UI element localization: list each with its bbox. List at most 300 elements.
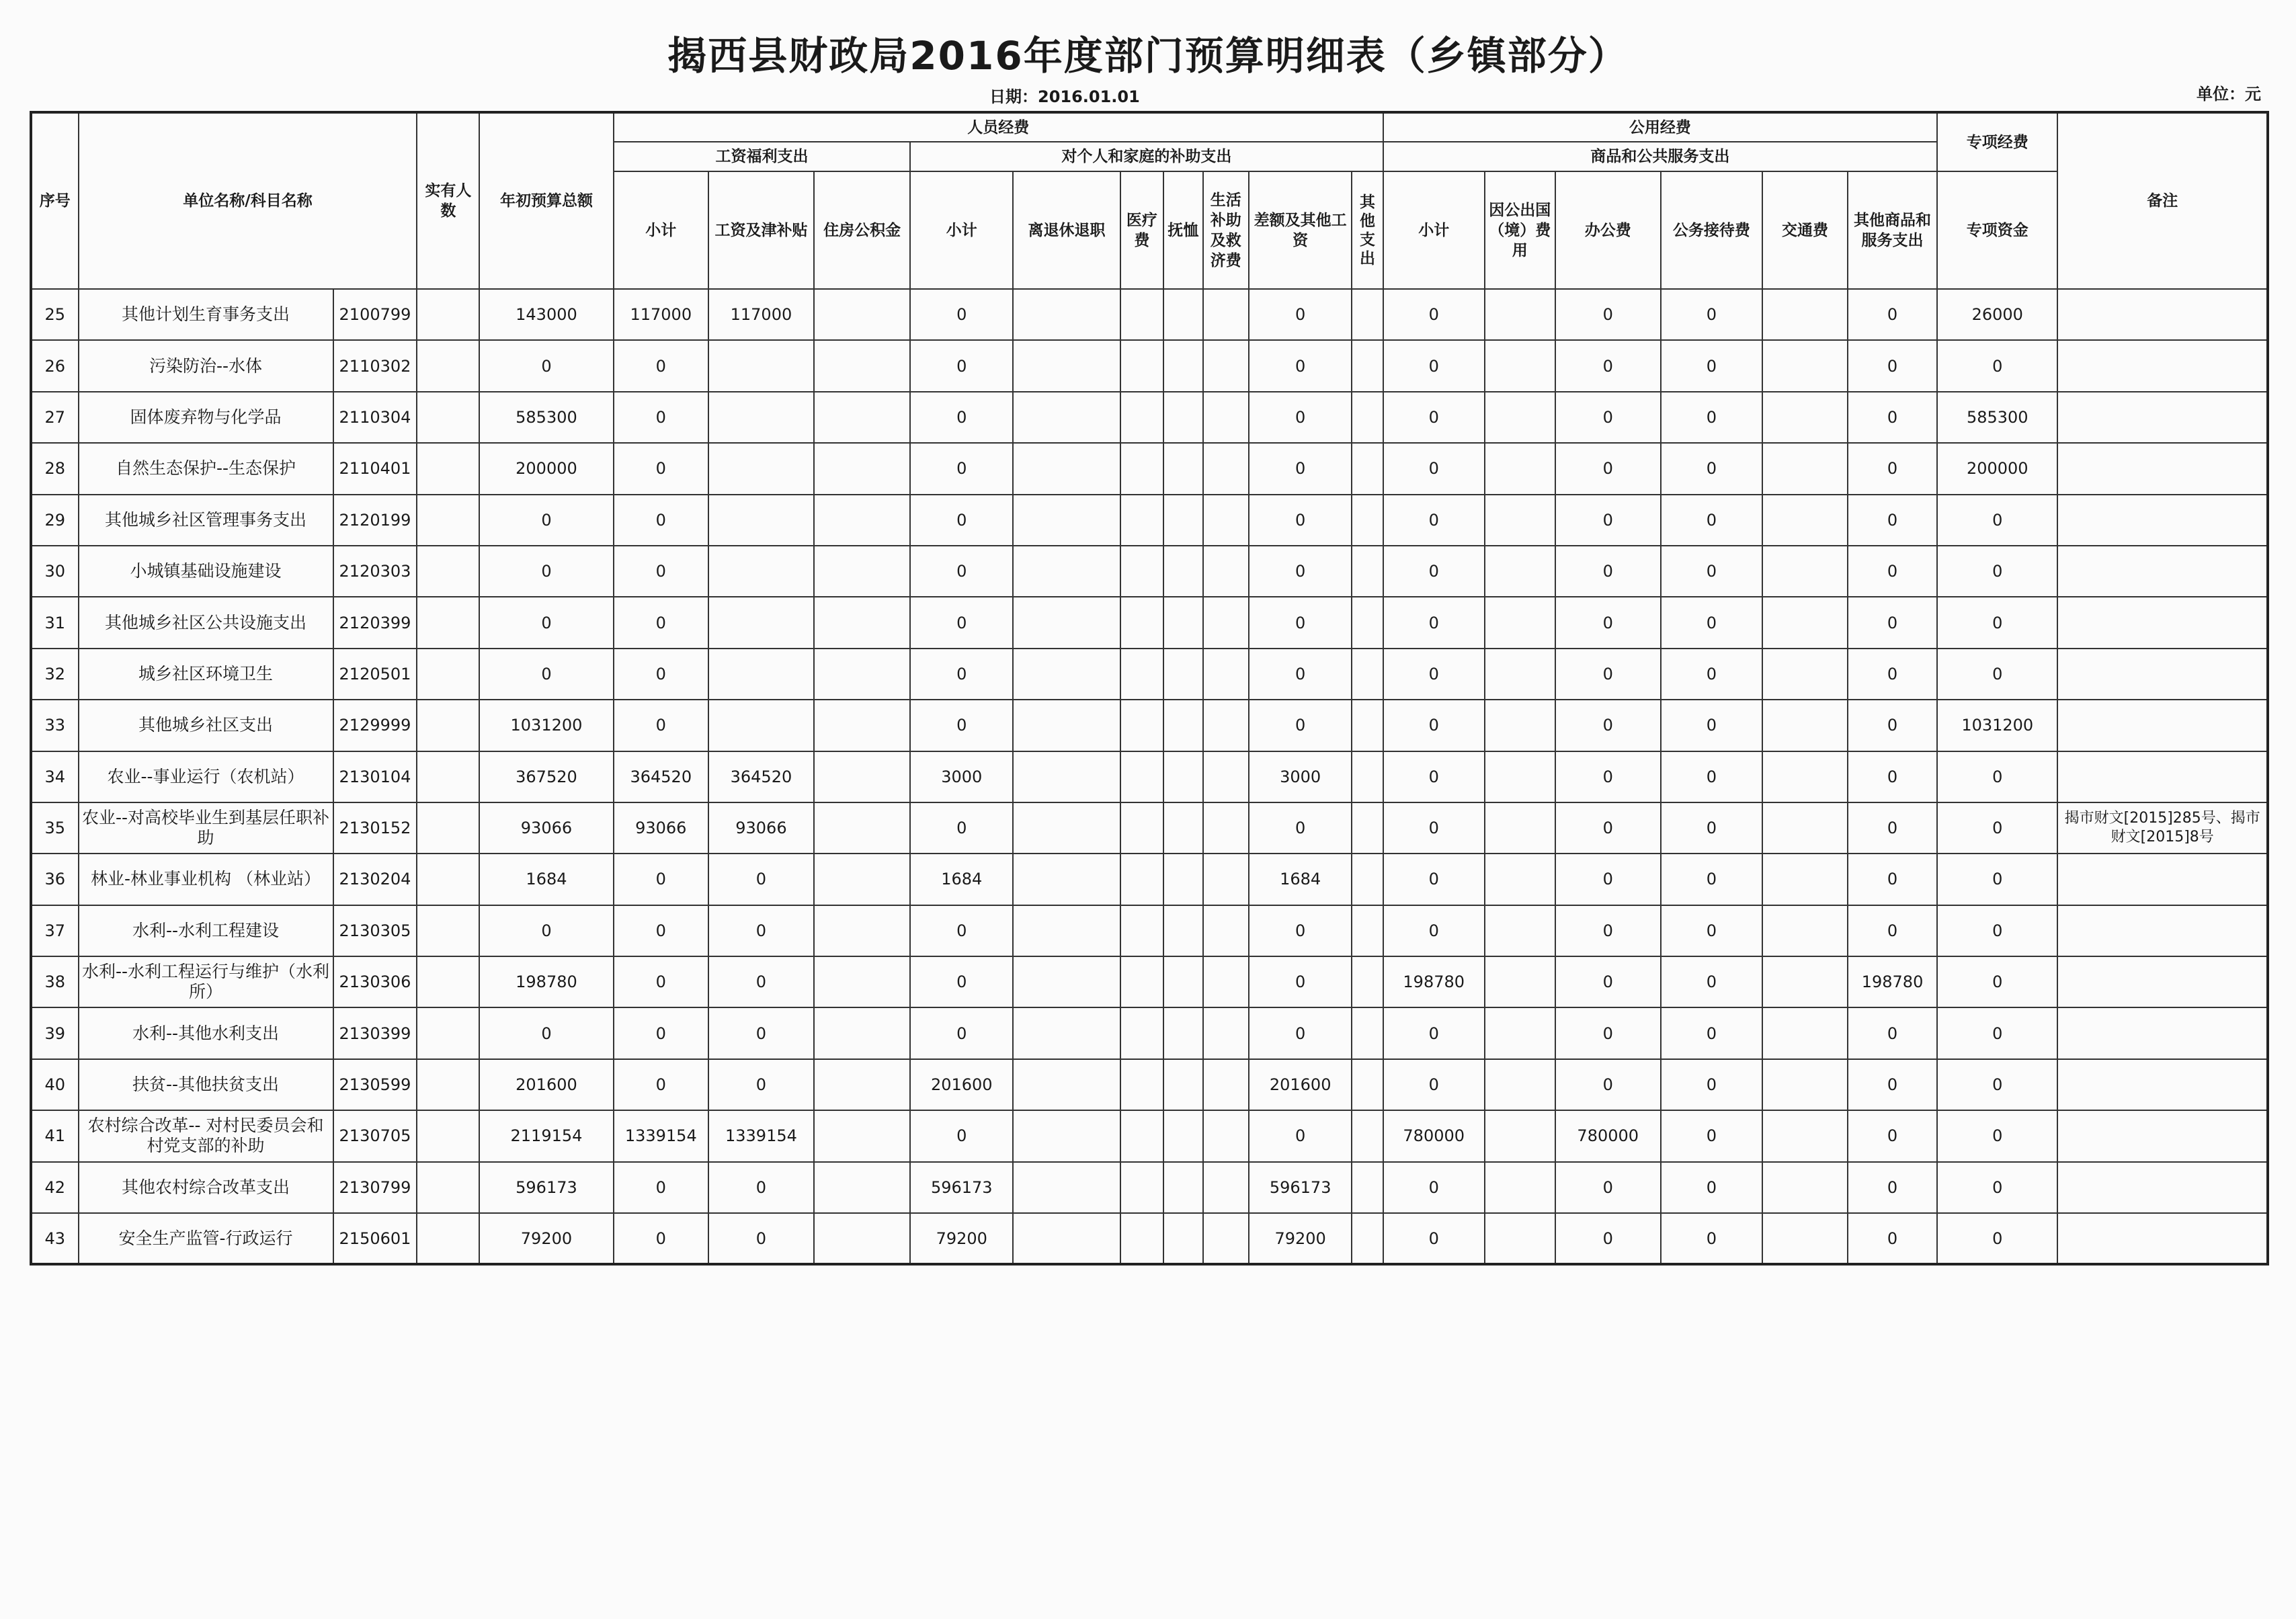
row-staff	[417, 751, 479, 802]
row-cell-12: 0	[1555, 1213, 1661, 1264]
row-cell-0: 0	[614, 1162, 708, 1213]
row-cell-14	[1762, 392, 1848, 443]
row-cell-1: 93066	[708, 802, 814, 854]
row-name: 农村综合改革-- 对村民委员会和村党支部的补助	[79, 1110, 333, 1161]
row-cell-4	[1013, 1162, 1120, 1213]
table-row	[31, 1162, 2268, 1213]
row-cell-5	[1120, 854, 1164, 905]
row-code: 2120399	[333, 597, 417, 648]
row-cell-3: 0	[910, 802, 1013, 854]
row-cell-1	[708, 546, 814, 597]
table-row	[31, 956, 2268, 1007]
row-name: 其他城乡社区管理事务支出	[79, 495, 333, 546]
row-name: 污染防治--水体	[79, 340, 333, 391]
row-cell-14	[1762, 649, 1848, 700]
row-cell-4	[1013, 1007, 1120, 1058]
row-cell-2	[814, 340, 910, 391]
row-code: 2120199	[333, 495, 417, 546]
report-date: 日期：2016.01.01	[989, 87, 1140, 106]
row-cell-8: 0	[1249, 392, 1352, 443]
row-cell-5	[1120, 905, 1164, 956]
row-cell-16: 26000	[1937, 289, 2057, 340]
header-col-6: 抚恤	[1163, 171, 1202, 289]
row-name: 小城镇基础设施建设	[79, 546, 333, 597]
row-cell-15: 0	[1848, 443, 1937, 494]
row-total: 2119154	[479, 1110, 614, 1161]
row-cell-12: 0	[1555, 956, 1661, 1007]
row-cell-9	[1352, 1162, 1383, 1213]
row-seq: 38	[31, 956, 79, 1007]
row-cell-9	[1352, 546, 1383, 597]
row-code: 2130799	[333, 1162, 417, 1213]
row-cell-6	[1163, 854, 1202, 905]
row-cell-8: 0	[1249, 802, 1352, 854]
row-cell-14	[1762, 495, 1848, 546]
table-row	[31, 649, 2268, 700]
row-note	[2057, 443, 2268, 494]
row-seq: 35	[31, 802, 79, 854]
row-total: 0	[479, 546, 614, 597]
row-cell-0: 1339154	[614, 1110, 708, 1161]
row-cell-10: 0	[1383, 392, 1485, 443]
row-name: 农业--事业运行（农机站）	[79, 751, 333, 802]
row-cell-11	[1485, 956, 1555, 1007]
row-cell-16: 1031200	[1937, 700, 2057, 751]
header-col-2: 住房公积金	[814, 171, 910, 289]
row-cell-3: 0	[910, 700, 1013, 751]
row-cell-9	[1352, 340, 1383, 391]
row-total: 367520	[479, 751, 614, 802]
row-cell-12: 0	[1555, 1007, 1661, 1058]
row-cell-3: 0	[910, 392, 1013, 443]
row-cell-8: 0	[1249, 905, 1352, 956]
row-cell-10: 780000	[1383, 1110, 1485, 1161]
row-cell-8: 0	[1249, 1007, 1352, 1058]
row-cell-15: 0	[1848, 700, 1937, 751]
row-cell-7	[1203, 751, 1249, 802]
row-cell-7	[1203, 1162, 1249, 1213]
row-staff	[417, 905, 479, 956]
header-seq: 序号	[31, 112, 79, 289]
row-seq: 41	[31, 1110, 79, 1161]
row-cell-3: 79200	[910, 1213, 1013, 1264]
row-staff	[417, 854, 479, 905]
header-subsidy-group: 对个人和家庭的补助支出	[910, 142, 1383, 171]
row-cell-14	[1762, 443, 1848, 494]
row-cell-16: 0	[1937, 597, 2057, 648]
row-cell-14	[1762, 289, 1848, 340]
row-cell-14	[1762, 546, 1848, 597]
row-cell-14	[1762, 854, 1848, 905]
row-cell-6	[1163, 392, 1202, 443]
row-cell-9	[1352, 1007, 1383, 1058]
row-cell-3: 3000	[910, 751, 1013, 802]
row-cell-14	[1762, 1213, 1848, 1264]
row-seq: 26	[31, 340, 79, 391]
table-row	[31, 443, 2268, 494]
row-cell-10: 0	[1383, 1007, 1485, 1058]
row-cell-2	[814, 495, 910, 546]
row-note	[2057, 700, 2268, 751]
row-cell-12: 0	[1555, 1059, 1661, 1110]
row-cell-10: 0	[1383, 802, 1485, 854]
table-row	[31, 854, 2268, 905]
row-cell-5	[1120, 443, 1164, 494]
row-name: 水利--其他水利支出	[79, 1007, 333, 1058]
row-cell-15: 0	[1848, 1110, 1937, 1161]
header-total: 年初预算总额	[479, 112, 614, 289]
row-cell-16: 585300	[1937, 392, 2057, 443]
table-row	[31, 802, 2268, 854]
row-seq: 36	[31, 854, 79, 905]
row-total: 1684	[479, 854, 614, 905]
row-seq: 34	[31, 751, 79, 802]
row-cell-0: 0	[614, 1059, 708, 1110]
row-cell-8: 0	[1249, 956, 1352, 1007]
table-row	[31, 597, 2268, 648]
row-total: 0	[479, 340, 614, 391]
row-cell-11	[1485, 289, 1555, 340]
row-seq: 43	[31, 1213, 79, 1264]
table-row	[31, 546, 2268, 597]
row-cell-5	[1120, 956, 1164, 1007]
row-cell-5	[1120, 289, 1164, 340]
row-cell-3: 0	[910, 597, 1013, 648]
row-cell-2	[814, 443, 910, 494]
row-note	[2057, 1059, 2268, 1110]
row-cell-9	[1352, 1059, 1383, 1110]
row-cell-7	[1203, 1059, 1249, 1110]
row-cell-5	[1120, 1162, 1164, 1213]
row-note	[2057, 905, 2268, 956]
row-cell-4	[1013, 340, 1120, 391]
row-cell-8: 3000	[1249, 751, 1352, 802]
row-cell-13: 0	[1661, 700, 1762, 751]
row-cell-2	[814, 1007, 910, 1058]
header-col-9: 其他支出	[1352, 171, 1383, 289]
row-code: 2110302	[333, 340, 417, 391]
row-note	[2057, 649, 2268, 700]
table-row	[31, 1059, 2268, 1110]
row-seq: 29	[31, 495, 79, 546]
row-cell-11	[1485, 905, 1555, 956]
header-col-10: 小计	[1383, 171, 1485, 289]
row-cell-9	[1352, 751, 1383, 802]
row-staff	[417, 443, 479, 494]
row-cell-13: 0	[1661, 905, 1762, 956]
row-cell-5	[1120, 495, 1164, 546]
row-name: 水利--水利工程建设	[79, 905, 333, 956]
row-cell-10: 0	[1383, 495, 1485, 546]
row-name: 林业-林业事业机构 （林业站）	[79, 854, 333, 905]
row-cell-0: 0	[614, 1007, 708, 1058]
header-wage-group: 工资福利支出	[614, 142, 910, 171]
row-note: 揭市财文[2015]285号、揭市财文[2015]8号	[2057, 802, 2268, 854]
row-cell-13: 0	[1661, 392, 1762, 443]
row-cell-12: 0	[1555, 649, 1661, 700]
row-staff	[417, 1059, 479, 1110]
row-seq: 40	[31, 1059, 79, 1110]
row-cell-6	[1163, 546, 1202, 597]
row-cell-9	[1352, 597, 1383, 648]
header-col-15: 其他商品和服务支出	[1848, 171, 1937, 289]
row-cell-4	[1013, 1110, 1120, 1161]
row-code: 2130104	[333, 751, 417, 802]
row-cell-0: 0	[614, 495, 708, 546]
row-cell-7	[1203, 495, 1249, 546]
row-cell-9	[1352, 802, 1383, 854]
row-cell-1: 0	[708, 1162, 814, 1213]
header-col-3: 小计	[910, 171, 1013, 289]
row-name: 城乡社区环境卫生	[79, 649, 333, 700]
row-cell-7	[1203, 802, 1249, 854]
row-total: 200000	[479, 443, 614, 494]
row-name: 自然生态保护--生态保护	[79, 443, 333, 494]
row-cell-6	[1163, 700, 1202, 751]
row-cell-4	[1013, 443, 1120, 494]
row-cell-13: 0	[1661, 495, 1762, 546]
row-code: 2120501	[333, 649, 417, 700]
row-name: 农业--对高校毕业生到基层任职补助	[79, 802, 333, 854]
row-cell-14	[1762, 1007, 1848, 1058]
row-cell-2	[814, 802, 910, 854]
row-cell-2	[814, 905, 910, 956]
row-seq: 30	[31, 546, 79, 597]
row-cell-13: 0	[1661, 289, 1762, 340]
page-title: 揭西县财政局2016年度部门预算明细表（乡镇部分）	[667, 33, 1629, 79]
row-cell-14	[1762, 340, 1848, 391]
row-cell-7	[1203, 1213, 1249, 1264]
row-cell-1: 0	[708, 956, 814, 1007]
row-cell-4	[1013, 700, 1120, 751]
row-cell-4	[1013, 802, 1120, 854]
row-cell-15: 0	[1848, 1059, 1937, 1110]
row-cell-1: 0	[708, 1059, 814, 1110]
row-seq: 42	[31, 1162, 79, 1213]
row-cell-9	[1352, 956, 1383, 1007]
row-cell-16: 0	[1937, 802, 2057, 854]
row-cell-3: 1684	[910, 854, 1013, 905]
row-cell-3: 0	[910, 1007, 1013, 1058]
row-cell-12: 780000	[1555, 1110, 1661, 1161]
row-cell-3: 201600	[910, 1059, 1013, 1110]
row-note	[2057, 546, 2268, 597]
row-cell-5	[1120, 700, 1164, 751]
row-cell-9	[1352, 443, 1383, 494]
row-cell-3: 0	[910, 495, 1013, 546]
row-cell-11	[1485, 1110, 1555, 1161]
row-cell-13: 0	[1661, 340, 1762, 391]
row-total: 0	[479, 1007, 614, 1058]
row-cell-2	[814, 1162, 910, 1213]
row-cell-8: 79200	[1249, 1213, 1352, 1264]
table-row	[31, 751, 2268, 802]
row-total: 0	[479, 649, 614, 700]
row-cell-4	[1013, 597, 1120, 648]
row-cell-8: 596173	[1249, 1162, 1352, 1213]
table-row	[31, 1110, 2268, 1161]
row-cell-9	[1352, 289, 1383, 340]
row-cell-4	[1013, 495, 1120, 546]
row-cell-5	[1120, 1007, 1164, 1058]
row-cell-15: 0	[1848, 649, 1937, 700]
row-code: 2130599	[333, 1059, 417, 1110]
row-cell-0: 93066	[614, 802, 708, 854]
row-cell-16: 0	[1937, 854, 2057, 905]
row-cell-12: 0	[1555, 546, 1661, 597]
row-staff	[417, 1213, 479, 1264]
row-cell-0: 0	[614, 443, 708, 494]
table-row	[31, 905, 2268, 956]
row-cell-16: 0	[1937, 340, 2057, 391]
row-name: 其他城乡社区支出	[79, 700, 333, 751]
header-col-16: 专项资金	[1937, 171, 2057, 289]
header-col-5: 医疗费	[1120, 171, 1164, 289]
header-col-11: 因公出国（境）费用	[1485, 171, 1555, 289]
row-cell-4	[1013, 1213, 1120, 1264]
row-cell-6	[1163, 802, 1202, 854]
row-note	[2057, 597, 2268, 648]
row-cell-1: 0	[708, 1007, 814, 1058]
row-cell-8: 0	[1249, 443, 1352, 494]
row-cell-15: 0	[1848, 854, 1937, 905]
row-cell-10: 0	[1383, 289, 1485, 340]
row-cell-1	[708, 340, 814, 391]
row-cell-7	[1203, 443, 1249, 494]
row-cell-8: 201600	[1249, 1059, 1352, 1110]
row-total: 143000	[479, 289, 614, 340]
row-cell-0: 0	[614, 956, 708, 1007]
table-row	[31, 289, 2268, 340]
table-body	[31, 289, 2268, 1264]
row-cell-1	[708, 597, 814, 648]
row-note	[2057, 289, 2268, 340]
row-cell-1: 0	[708, 854, 814, 905]
row-cell-8: 0	[1249, 649, 1352, 700]
header-col-4: 离退休退职	[1013, 171, 1120, 289]
row-cell-1: 0	[708, 905, 814, 956]
row-cell-13: 0	[1661, 649, 1762, 700]
row-cell-4	[1013, 546, 1120, 597]
row-cell-16: 0	[1937, 1213, 2057, 1264]
row-cell-8: 0	[1249, 289, 1352, 340]
row-total: 79200	[479, 1213, 614, 1264]
row-name: 水利--水利工程运行与维护（水利所）	[79, 956, 333, 1007]
row-code: 2130204	[333, 854, 417, 905]
row-staff	[417, 802, 479, 854]
row-seq: 32	[31, 649, 79, 700]
row-note	[2057, 854, 2268, 905]
row-cell-4	[1013, 854, 1120, 905]
row-cell-3: 0	[910, 1110, 1013, 1161]
row-cell-11	[1485, 597, 1555, 648]
row-cell-11	[1485, 1162, 1555, 1213]
row-cell-4	[1013, 1059, 1120, 1110]
row-code: 2130305	[333, 905, 417, 956]
row-cell-7	[1203, 649, 1249, 700]
row-seq: 31	[31, 597, 79, 648]
row-cell-12: 0	[1555, 751, 1661, 802]
row-cell-2	[814, 546, 910, 597]
row-cell-3: 0	[910, 443, 1013, 494]
row-total: 585300	[479, 392, 614, 443]
row-staff	[417, 340, 479, 391]
row-cell-13: 0	[1661, 1007, 1762, 1058]
row-cell-1	[708, 700, 814, 751]
row-cell-14	[1762, 751, 1848, 802]
row-cell-7	[1203, 905, 1249, 956]
row-code: 2110304	[333, 392, 417, 443]
row-cell-9	[1352, 854, 1383, 905]
row-cell-16: 0	[1937, 751, 2057, 802]
row-cell-6	[1163, 495, 1202, 546]
row-cell-10: 0	[1383, 751, 1485, 802]
row-cell-7	[1203, 546, 1249, 597]
row-cell-6	[1163, 956, 1202, 1007]
row-cell-5	[1120, 1110, 1164, 1161]
row-cell-14	[1762, 1162, 1848, 1213]
row-name: 扶贫--其他扶贫支出	[79, 1059, 333, 1110]
row-cell-6	[1163, 443, 1202, 494]
header-col-13: 公务接待费	[1661, 171, 1762, 289]
row-cell-12: 0	[1555, 392, 1661, 443]
row-cell-16: 200000	[1937, 443, 2057, 494]
row-name: 其他农村综合改革支出	[79, 1162, 333, 1213]
row-cell-14	[1762, 905, 1848, 956]
row-cell-10: 0	[1383, 854, 1485, 905]
budget-table	[30, 111, 2269, 1265]
row-cell-2	[814, 956, 910, 1007]
row-cell-2	[814, 392, 910, 443]
row-cell-8: 1684	[1249, 854, 1352, 905]
row-cell-8: 0	[1249, 546, 1352, 597]
row-cell-16: 0	[1937, 649, 2057, 700]
row-cell-5	[1120, 802, 1164, 854]
row-cell-13: 0	[1661, 956, 1762, 1007]
row-cell-13: 0	[1661, 1110, 1762, 1161]
table-row	[31, 1007, 2268, 1058]
row-cell-2	[814, 289, 910, 340]
row-cell-5	[1120, 597, 1164, 648]
row-note	[2057, 392, 2268, 443]
row-cell-7	[1203, 289, 1249, 340]
row-cell-4	[1013, 392, 1120, 443]
row-cell-9	[1352, 700, 1383, 751]
row-code: 2120303	[333, 546, 417, 597]
row-cell-0: 0	[614, 392, 708, 443]
row-cell-6	[1163, 1213, 1202, 1264]
row-staff	[417, 700, 479, 751]
row-cell-12: 0	[1555, 289, 1661, 340]
row-cell-7	[1203, 700, 1249, 751]
row-cell-11	[1485, 649, 1555, 700]
row-cell-10: 0	[1383, 1059, 1485, 1110]
row-cell-12: 0	[1555, 802, 1661, 854]
row-cell-14	[1762, 700, 1848, 751]
row-cell-1: 364520	[708, 751, 814, 802]
row-cell-7	[1203, 854, 1249, 905]
row-cell-13: 0	[1661, 751, 1762, 802]
row-cell-15: 0	[1848, 1213, 1937, 1264]
row-cell-11	[1485, 1213, 1555, 1264]
row-seq: 33	[31, 700, 79, 751]
row-seq: 25	[31, 289, 79, 340]
row-cell-12: 0	[1555, 340, 1661, 391]
row-cell-13: 0	[1661, 443, 1762, 494]
row-cell-15: 0	[1848, 392, 1937, 443]
row-cell-6	[1163, 289, 1202, 340]
row-cell-9	[1352, 649, 1383, 700]
